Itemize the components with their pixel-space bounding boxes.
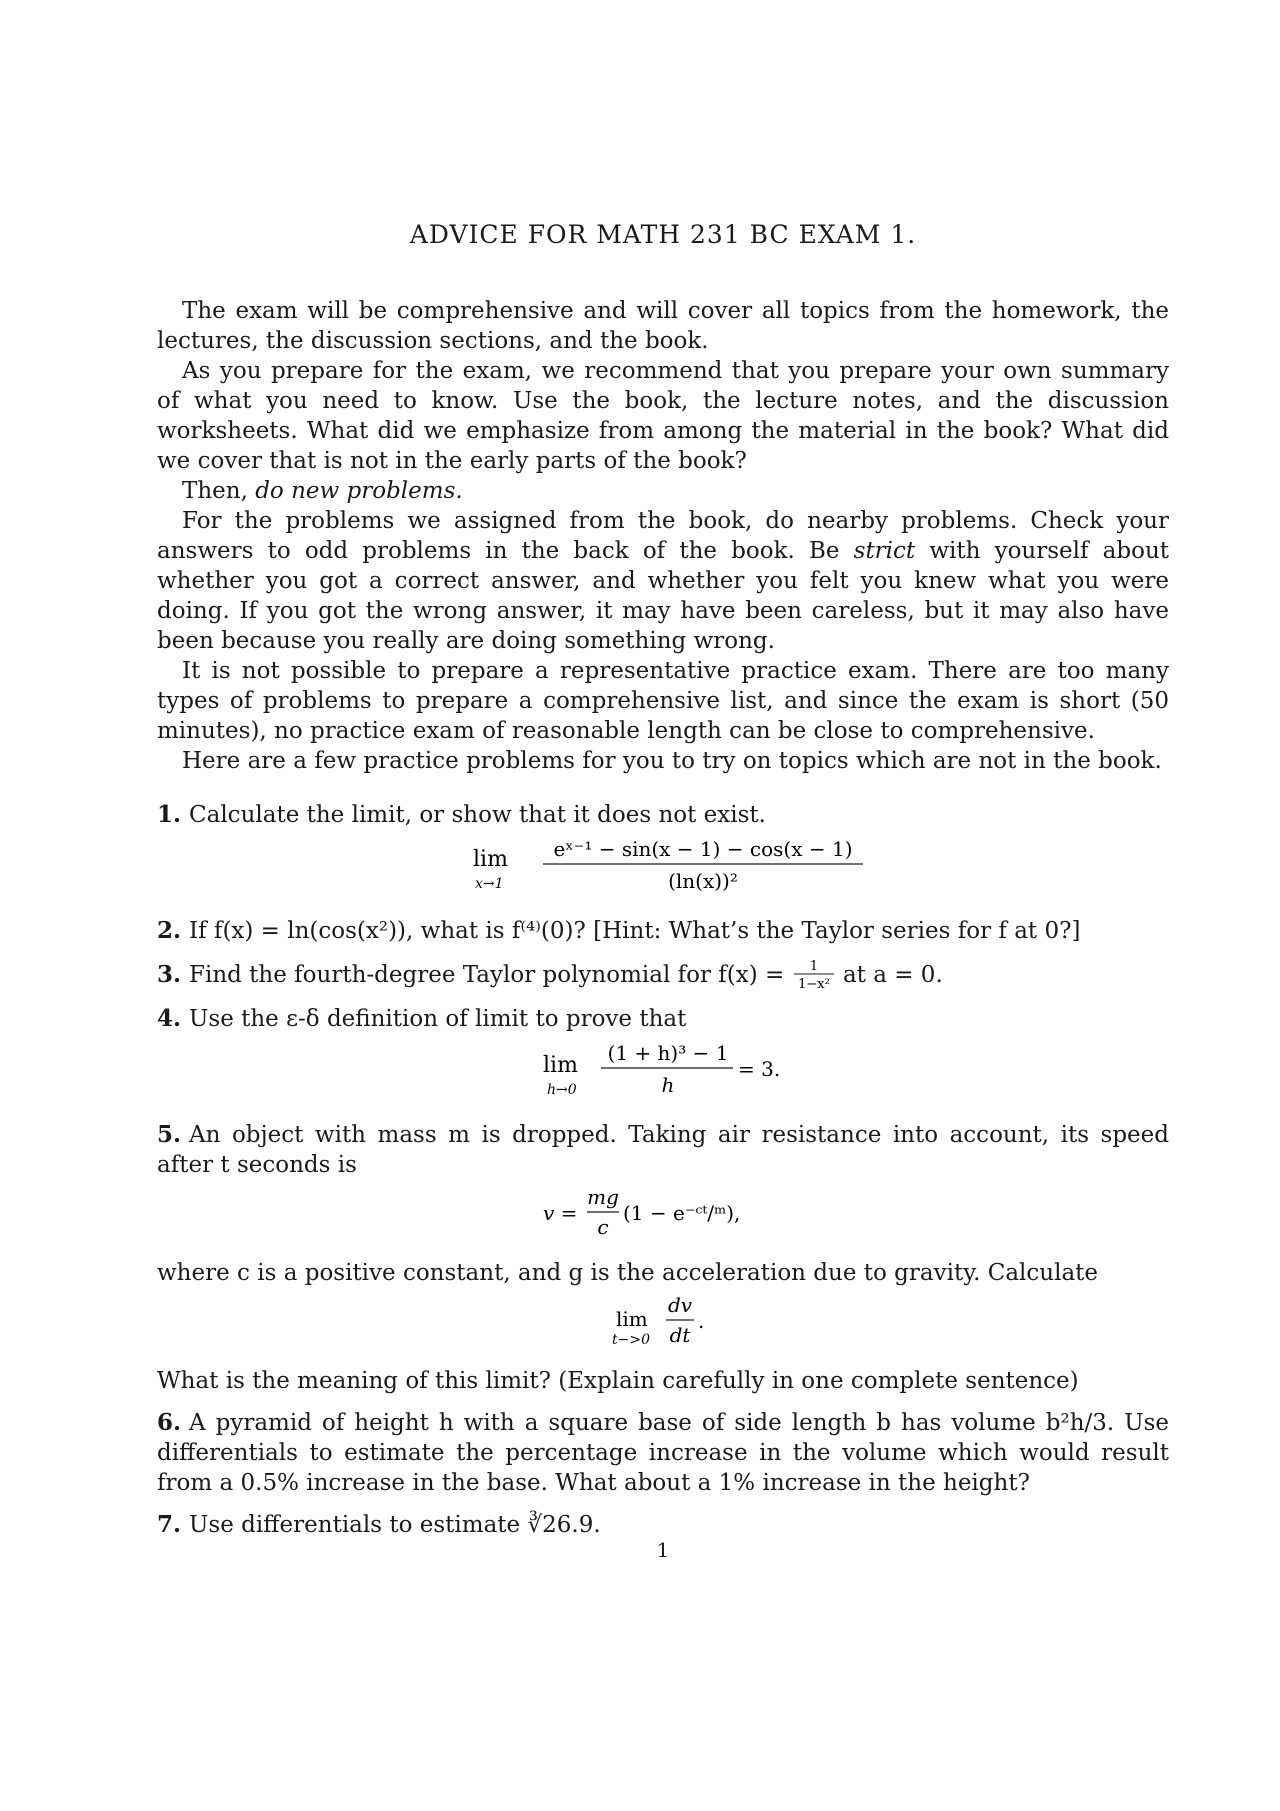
denominator: c — [597, 1215, 609, 1239]
problem-text: Use the ε-δ definition of limit to prove that — [189, 1006, 687, 1032]
problem-text: An object with mass m is dropped. Taking air resistance into account, its speed after t seconds is — [157, 1122, 1169, 1178]
problem-text-3: What is the meaning of this limit? (Explain carefully in one complete sentence) — [157, 1368, 1079, 1394]
problem-number: 2. — [157, 917, 182, 944]
problem-number: 1. — [157, 801, 182, 828]
problem-text: Calculate the limit, or show that it does not exist. — [189, 802, 766, 828]
rhs: . — [698, 1309, 705, 1333]
intro-paragraph-6: Here are a few practice problems for you to try on topics which are not in the book. — [182, 748, 1162, 774]
intro-section — [157, 296, 1169, 776]
lim-subscript: x→1 — [475, 876, 504, 892]
problem-text: Use differentials to estimate ∛26.9. — [189, 1512, 601, 1538]
equation-5 — [157, 1186, 1169, 1250]
lim-label: lim — [616, 1307, 648, 1331]
lim-label: lim — [473, 847, 508, 872]
problem-1 — [157, 800, 1169, 904]
equation-4 — [157, 1040, 1169, 1108]
equation-6-svg — [608, 1294, 718, 1350]
equation-1 — [157, 836, 1169, 904]
problem-4 — [157, 1004, 1169, 1108]
intro-paragraph-3 — [157, 476, 1169, 506]
lhs: v = — [543, 1201, 578, 1225]
problem-6 — [157, 1408, 1169, 1498]
equation-5-svg — [533, 1186, 793, 1242]
intro-paragraph-3-emphasis: do new problems. — [255, 478, 463, 504]
problem-list — [157, 800, 1169, 1552]
equation-4-svg — [533, 1040, 793, 1100]
inline-fraction-denominator: 1−x² — [797, 977, 830, 992]
rhs: (1 − e⁻ᶜᵗ/ᵐ), — [623, 1201, 741, 1225]
document-page — [157, 0, 1169, 1811]
denominator: (ln(x))² — [668, 869, 738, 893]
lim-label: lim — [543, 1053, 578, 1078]
intro-paragraph-4-b: with yourself about whether you got a correct answer, and whether you felt you knew what you were doing. If you got the wrong answer, it may have been careless, but it may also have been because you really are doing something wrong. — [157, 538, 1169, 654]
page-number: 1 — [656, 1538, 670, 1562]
denominator: dt — [669, 1323, 691, 1347]
problem-number: 6. — [157, 1409, 182, 1436]
denominator: h — [661, 1073, 675, 1097]
intro-paragraph-2: As you prepare for the exam, we recommend that you prepare your own summary of what you need to know. Use the book, the lecture notes, and the discussion worksheets. What did we emphasize from among the material in the book? What did we cover that is not in the early parts of the book? — [157, 358, 1169, 474]
problem-text: If f(x) = ln(cos(x²)), what is f⁽⁴⁾(0)? [Hint: What’s the Taylor series for f at 0?] — [189, 918, 1081, 944]
rhs: = 3. — [738, 1057, 781, 1081]
intro-paragraph-4 — [157, 506, 1169, 656]
numerator: dv — [667, 1294, 693, 1317]
problem-number: 7. — [157, 1511, 182, 1538]
numerator: mg — [587, 1186, 619, 1209]
inline-fraction-numerator: 1 — [809, 959, 818, 974]
intro-paragraph-1: The exam will be comprehensive and will cover all topics from the homework, the lectures, the discussion sections, and the book. — [157, 298, 1169, 354]
problem-text: A pyramid of height h with a square base of side length b has volume b²h/3. Use differentials to estimate the percentage increase in the volume which would result from a 0.5% increase in the base. What about a 1% increase in the height? — [157, 1410, 1169, 1496]
intro-paragraph-3-lead: Then, — [182, 478, 248, 504]
page-title: ADVICE FOR MATH 231 BC EXAM 1. — [409, 220, 917, 249]
intro-paragraph-5: It is not possible to prepare a representative practice exam. There are too many types of problems to prepare a comprehensive list, and since the exam is short (50 minutes), no practice exam of reasonable length can be close to comprehensive. — [157, 658, 1169, 744]
numerator: eˣ⁻¹ − sin(x − 1) − cos(x − 1) — [553, 837, 853, 861]
inline-fraction — [792, 958, 836, 992]
intro-paragraph-4-a: For the problems we assigned from the book, do nearby problems. Check your answers to odd problems in the back of the book. Be — [157, 508, 1169, 564]
problem-text-b: at a = 0. — [842, 962, 943, 988]
lim-subscript: t−>0 — [612, 1332, 650, 1348]
problem-number: 5. — [157, 1121, 182, 1148]
intro-paragraph-4-emphasis: strict — [853, 538, 916, 564]
equation-1-svg — [453, 836, 873, 896]
problem-5 — [157, 1120, 1169, 1396]
problem-text-a: Find the fourth-degree Taylor polynomial for f(x) = — [189, 962, 785, 988]
problem-3 — [157, 958, 1169, 992]
equation-6 — [157, 1294, 1169, 1358]
lim-subscript: h→0 — [547, 1082, 577, 1098]
problem-number: 3. — [157, 961, 182, 988]
numerator: (1 + h)³ − 1 — [607, 1041, 729, 1065]
problem-number: 4. — [157, 1005, 182, 1032]
problem-text-2: where c is a positive constant, and g is the acceleration due to gravity. Calculate — [157, 1260, 1099, 1286]
problem-2 — [157, 916, 1169, 946]
